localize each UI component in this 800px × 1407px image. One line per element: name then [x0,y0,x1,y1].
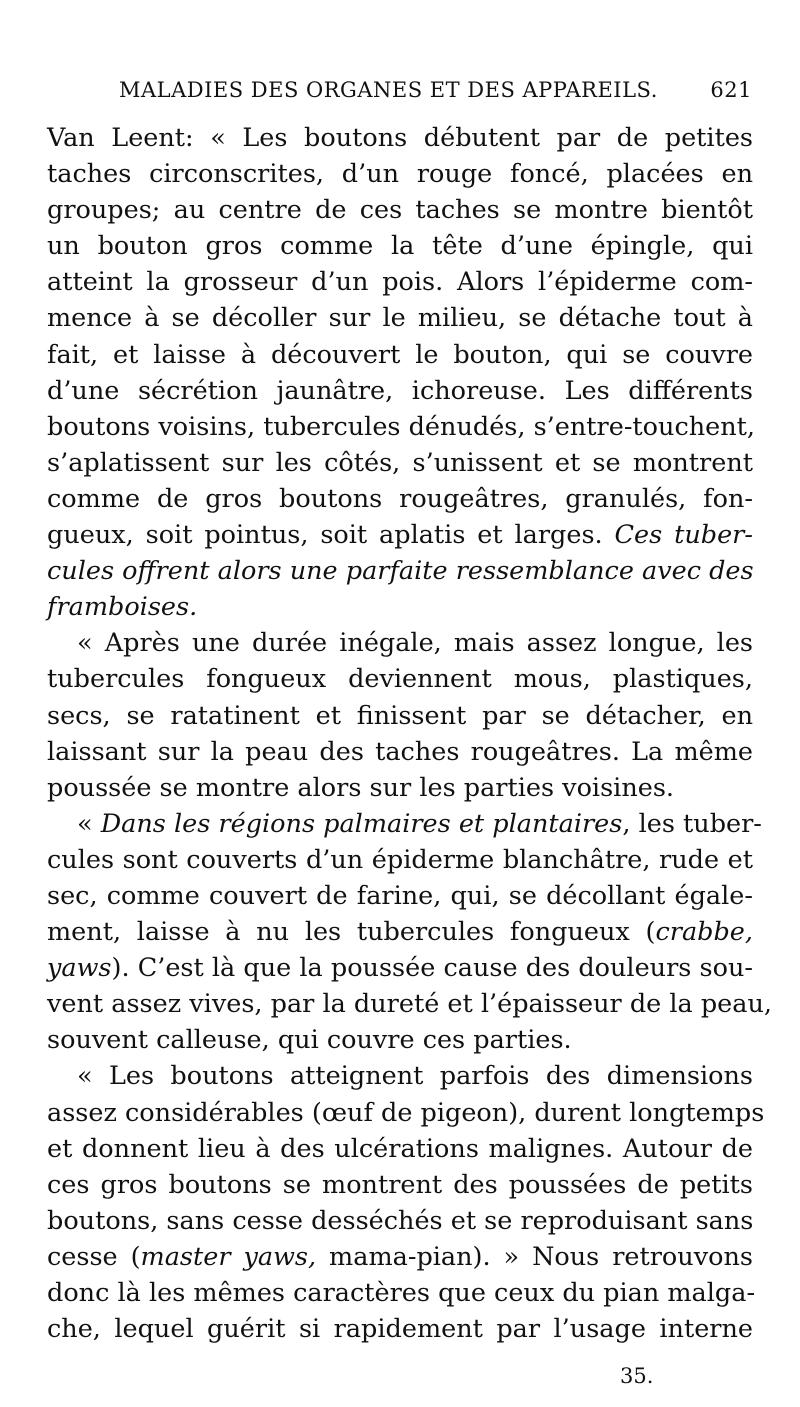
text-line: vent assez vives, par la dureté et l’épaisseur de la peau, [47,989,772,1020]
text-line: che, lequel guérit si rapidement par l’usage interne [47,1314,753,1345]
text-line: taches circonscrites, d’un rouge foncé, placées en [47,159,753,190]
text-segment: « [77,808,101,839]
italic-segment: Dans les régions palmaires et plantaires [100,808,623,839]
italic-segment: Ces tuber- [614,520,753,551]
italic-segment: master yaws, [140,1241,317,1272]
italic-segment: crabbe, [655,917,753,948]
text-segment: , les tuber- [622,808,762,839]
text-line: « Après une durée inégale, mais assez longue, les [77,628,753,659]
text-segment: ment, laisse à nu les tubercules fongueux ( [47,917,656,948]
text-line: et donnent lieu à des ulcérations malignes. Autour de [47,1133,753,1164]
text-line: s’aplatissent sur les côtés, s’unissent et se montrent [47,447,753,478]
text-line: laissant sur la peau des taches rougeâtres. La même [47,736,753,767]
text-line: boutons voisins, tubercules dénudés, s’entre-touchent, [47,411,756,442]
text-line [47,517,753,553]
text-line: d’une sécrétion jaunâtre, ichoreuse. Les différents [47,375,753,406]
text-segment: mama-pian). » Nous retrouvons [316,1241,753,1272]
text-segment: cesse ( [47,1241,141,1272]
text-line: atteint la grosseur d’un pois. Alors l’épiderme com- [47,267,753,298]
body-text [47,120,772,1347]
text-line [47,806,762,842]
text-segment: ). C’est là que la poussée cause des douleurs sou- [111,953,753,984]
text-line: sec, comme couvert de farine, qui, se décollant égale- [47,880,753,911]
running-title: MALADIES DES ORGANES ET DES APPAREILS. [119,78,658,102]
text-line: cules sont couverts d’un épiderme blanchâtre, rude et [47,844,753,875]
text-line: « Les boutons atteignent parfois des dimensions [77,1061,753,1092]
text-line: groupes; au centre de ces taches se montre bientôt [47,195,753,226]
text-line: boutons, sans cesse desséchés et se reproduisant sans [47,1205,754,1236]
signature-mark: 35. [620,1364,654,1388]
text-line: donc là les mêmes caractères que ceux du pian malga- [47,1278,756,1308]
page-number: 621 [710,78,752,102]
text-line [47,1239,753,1275]
text-segment: gueux, soit pointus, soit aplatis et larges. [47,520,603,551]
italic-segment: framboises. [47,592,198,623]
text-line: secs, se ratatinent et finissent par se détacher, en [47,700,753,731]
text-line: ces gros boutons se montrent des poussées de petits [47,1169,753,1200]
text-line: comme de gros boutons rougeâtres, granulés, fon- [47,483,753,514]
text-line: Van Leent: « Les boutons débutent par de petites [47,123,753,153]
text-line: un bouton gros comme la tête d’une épingle, qui [47,231,753,262]
text-line: assez considérables (œuf de pigeon), durent longtemps [47,1097,765,1128]
text-line: fait, et laisse à découvert le bouton, qui se couvre [47,339,753,370]
text-line [47,914,753,950]
italic-segment: yaws [47,953,112,984]
text-line: poussée se montre alors sur les parties voisines. [47,772,675,803]
italic-segment: cules offrent alors une parfaite ressemblance avec des [47,556,754,587]
text-line [47,950,753,986]
text-line [47,589,753,625]
running-header [119,78,752,102]
text-line: souvent calleuse, qui couvre ces parties. [47,1025,572,1056]
text-line: tubercules fongueux deviennent mous, plastiques, [47,664,753,695]
text-line: mence à se décoller sur le milieu, se détache tout à [47,303,753,334]
text-line [47,553,753,589]
